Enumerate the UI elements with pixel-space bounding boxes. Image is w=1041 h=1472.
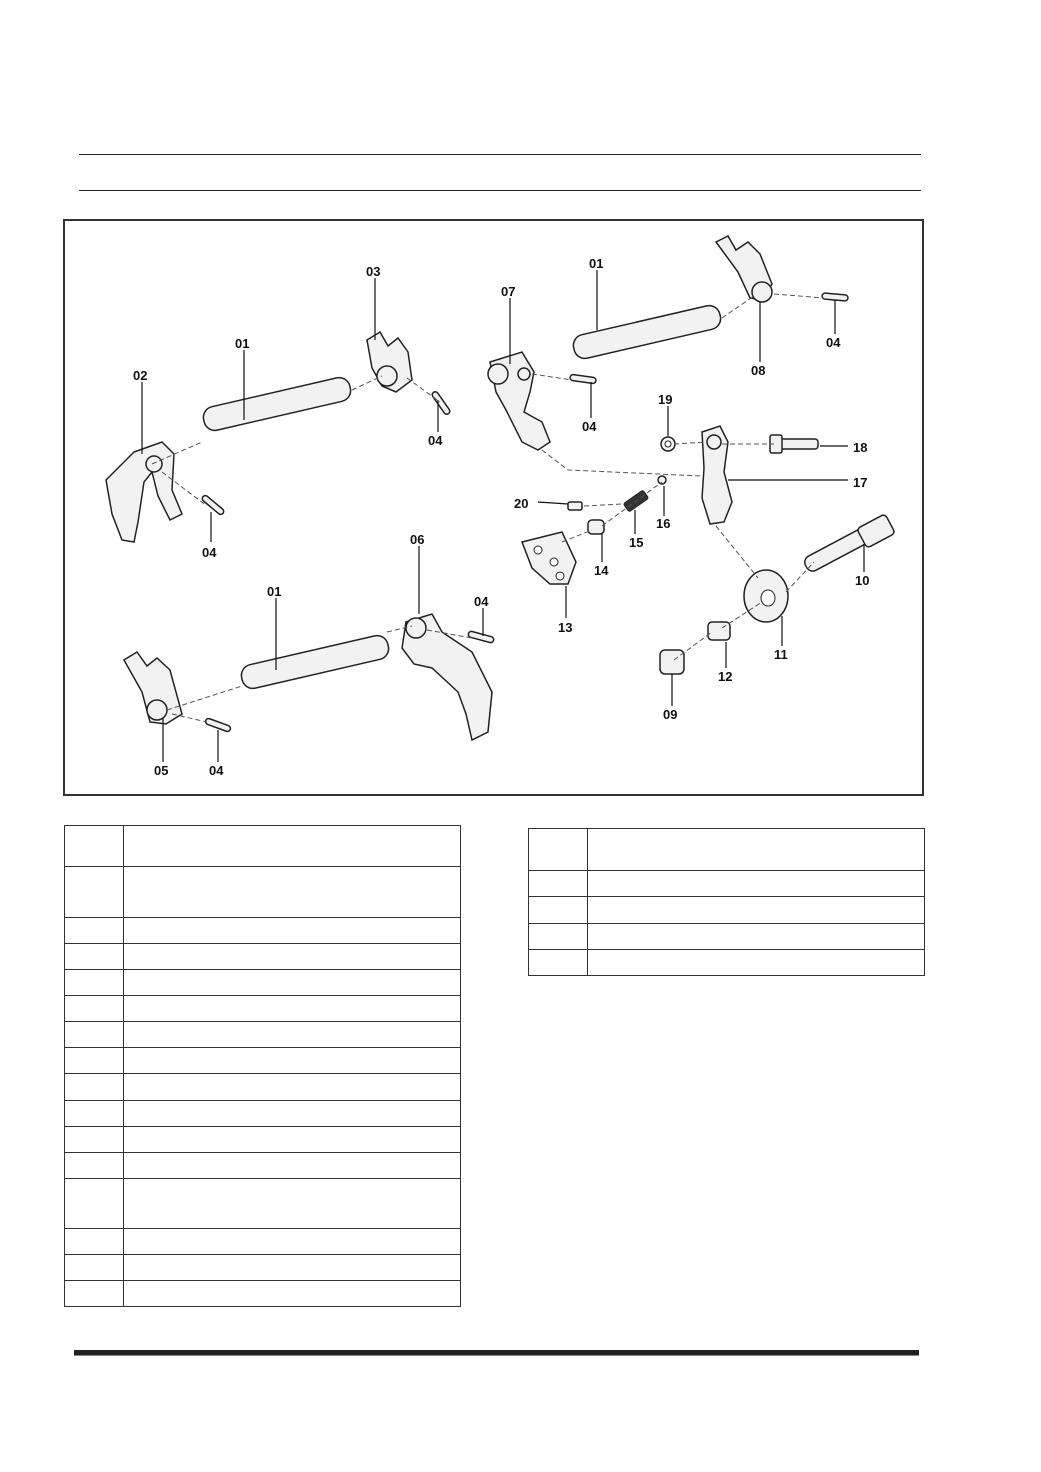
washer-11 xyxy=(744,570,788,622)
shift-fork-03 xyxy=(367,332,412,392)
shift-rail-top-right xyxy=(571,303,723,360)
callout-13: 13 xyxy=(558,620,573,635)
table-row xyxy=(65,970,461,996)
table-row xyxy=(65,1255,461,1281)
bolt-18 xyxy=(770,435,818,453)
table-row xyxy=(65,867,461,918)
table-row xyxy=(65,1048,461,1074)
table-row xyxy=(65,1101,461,1127)
callout-04: 04 xyxy=(582,419,597,434)
callout-04: 04 xyxy=(826,335,841,350)
detent-plate-13 xyxy=(522,532,576,584)
table-row xyxy=(65,1074,461,1101)
table-row xyxy=(65,918,461,944)
diagram-svg xyxy=(65,221,926,798)
table-row xyxy=(529,924,925,950)
table-row xyxy=(529,950,925,976)
callout-16: 16 xyxy=(656,516,671,531)
table-row xyxy=(65,1179,461,1229)
table-row xyxy=(529,829,925,871)
callout-20: 20 xyxy=(514,496,529,511)
shift-rail-bottom-left xyxy=(239,633,391,690)
callout-14: 14 xyxy=(594,563,609,578)
callout-01: 01 xyxy=(589,256,604,271)
selector-lever-17 xyxy=(702,426,732,524)
table-row xyxy=(65,1229,461,1255)
table-row xyxy=(65,996,461,1022)
callout-12: 12 xyxy=(718,669,733,684)
callout-09: 09 xyxy=(663,707,678,722)
parts-table-right xyxy=(528,828,925,976)
callout-04: 04 xyxy=(209,763,224,778)
callout-05: 05 xyxy=(154,763,169,778)
callout-10: 10 xyxy=(855,573,870,588)
callout-04: 04 xyxy=(202,545,217,560)
exploded-parts-diagram xyxy=(63,219,924,796)
callout-19: 19 xyxy=(658,392,673,407)
callout-03: 03 xyxy=(366,264,381,279)
shift-fork-02 xyxy=(106,442,182,542)
callout-15: 15 xyxy=(629,535,644,550)
callout-04: 04 xyxy=(428,433,443,448)
header-rule-bottom xyxy=(79,190,921,191)
shift-rail-top-left xyxy=(201,375,353,432)
callout-06: 06 xyxy=(410,532,425,547)
callout-11: 11 xyxy=(774,647,788,662)
bearing-12 xyxy=(708,622,730,640)
table-row xyxy=(65,944,461,970)
washer-19 xyxy=(661,437,675,451)
callout-17: 17 xyxy=(853,475,868,490)
shaft-10 xyxy=(802,514,895,574)
bushing-09 xyxy=(660,650,684,674)
callout-01: 01 xyxy=(267,584,282,599)
bolt-20 xyxy=(568,502,582,510)
table-row xyxy=(65,1022,461,1048)
table-row xyxy=(65,826,461,867)
ball-16 xyxy=(658,476,666,484)
footer-rule xyxy=(74,1350,919,1356)
parts-table-left xyxy=(64,825,461,1307)
callout-02: 02 xyxy=(133,368,148,383)
callout-07: 07 xyxy=(501,284,516,299)
table-row xyxy=(65,1127,461,1153)
shift-fork-05 xyxy=(124,652,182,724)
callout-08: 08 xyxy=(751,363,766,378)
callout-18: 18 xyxy=(853,440,868,455)
table-row xyxy=(529,871,925,897)
table-row xyxy=(65,1153,461,1179)
detent-plunger-14 xyxy=(588,520,604,534)
shift-lever-07 xyxy=(488,352,550,450)
shift-fork-08 xyxy=(716,236,772,302)
callout-04: 04 xyxy=(474,594,489,609)
table-row xyxy=(529,897,925,924)
callout-01: 01 xyxy=(235,336,250,351)
header-rule-top xyxy=(79,154,921,155)
table-row xyxy=(65,1281,461,1307)
